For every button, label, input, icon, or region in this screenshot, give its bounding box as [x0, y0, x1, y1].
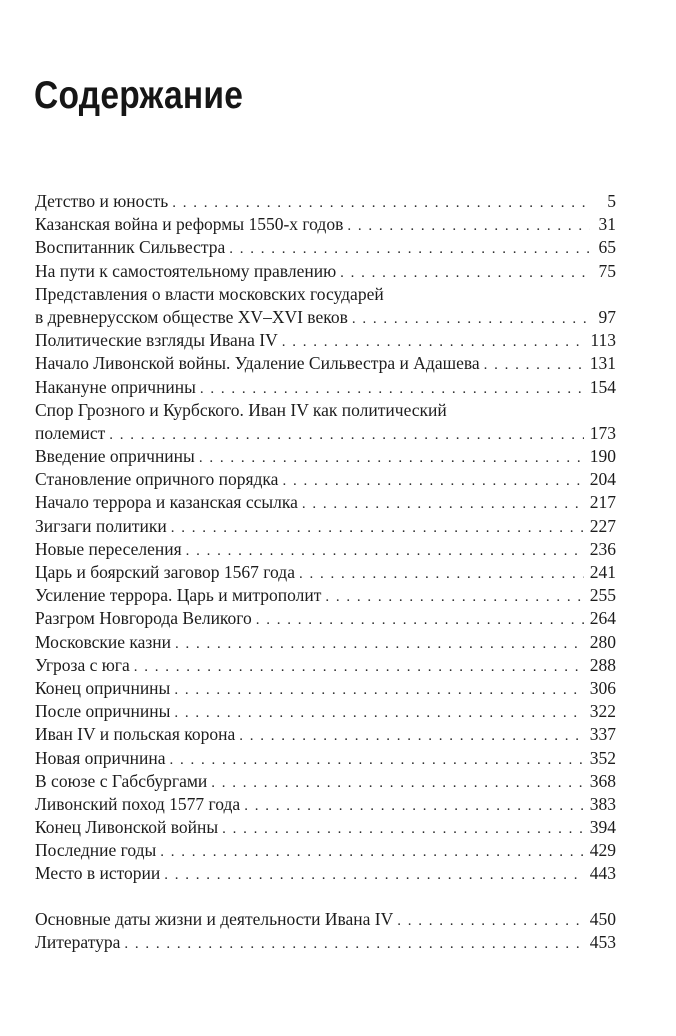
toc-leader-dots [172, 192, 590, 215]
toc-leader-dots [397, 910, 584, 933]
toc-entry-title: На пути к самостоятельному правлению [35, 260, 337, 281]
toc-entry[interactable] [35, 376, 616, 399]
toc-entry[interactable] [35, 538, 616, 561]
toc-leader-dots [174, 702, 583, 725]
toc-entry-page: 31 [598, 214, 616, 235]
toc-entry[interactable] [35, 468, 616, 491]
toc-entry-page: 113 [590, 330, 616, 351]
toc-entry-page: 65 [598, 237, 616, 258]
toc-entry[interactable] [35, 236, 616, 259]
toc-entry-page: 453 [589, 931, 616, 952]
toc-leader-dots [175, 633, 584, 656]
toc-entry-page: 306 [589, 677, 616, 698]
toc-leader-dots [302, 493, 584, 516]
toc-entry[interactable] [35, 747, 616, 770]
toc-leader-dots [222, 818, 584, 841]
page-title: Содержание [34, 74, 244, 117]
toc-entry-page: 5 [607, 191, 616, 211]
toc-entry-page: 75 [598, 260, 616, 281]
toc-entry-title: в древнерусском обществе XV–XVI веков [35, 306, 348, 327]
section-gap [35, 886, 616, 908]
toc-entry-title: Становление опричного порядка [35, 469, 279, 490]
toc-entry[interactable] [35, 839, 616, 862]
toc-entry[interactable] [35, 677, 616, 700]
toc-entry[interactable] [35, 770, 616, 793]
toc-entry-title: Политические взгляды Ивана IV [35, 330, 278, 351]
toc-leader-dots [199, 447, 584, 470]
toc-entry-page: 288 [589, 654, 616, 675]
toc-leader-dots [160, 841, 583, 864]
toc-entry-title: Начало террора и казанская ссылка [35, 492, 298, 513]
toc-entry-title: Казанская война и реформы 1550-х годов [35, 214, 344, 235]
toc-entry-page: 443 [589, 863, 616, 884]
toc-entry-title: Конец опричнины [35, 677, 171, 698]
toc-entry[interactable] [35, 607, 616, 630]
toc-entry[interactable] [35, 283, 616, 329]
toc-entry-title: Основные даты жизни и деятельности Ивана IV [35, 908, 394, 929]
toc-entry-title: Усиление террора. Царь и митрополит [35, 585, 322, 606]
toc-entry-title: Зигзаги политики [35, 515, 167, 536]
toc-entry-page: 204 [589, 469, 616, 490]
toc-entry[interactable] [35, 445, 616, 468]
toc-entry[interactable] [35, 213, 616, 236]
toc-entry-page: 190 [589, 446, 616, 467]
toc-entry-title-line1: Представления о власти московских государей [35, 283, 384, 304]
toc-leader-dots [109, 424, 584, 447]
toc-entry-title: Последние годы [35, 840, 157, 861]
toc-entry-title: Разгром Новгорода Великого [35, 608, 252, 629]
toc-main-list [35, 190, 616, 886]
toc-leader-dots [484, 354, 584, 377]
toc-leader-dots [256, 609, 584, 632]
toc-entry-page: 255 [589, 585, 616, 606]
toc-entry[interactable] [35, 399, 616, 445]
toc-entry-page: 154 [589, 376, 616, 397]
toc-leader-dots [171, 517, 584, 540]
toc-entry-page: 450 [589, 908, 616, 929]
toc-leader-dots [244, 795, 584, 818]
toc-entry-page: 337 [589, 724, 616, 745]
toc-entry-page: 131 [589, 353, 616, 374]
toc-entry[interactable] [35, 491, 616, 514]
toc-entry[interactable] [35, 631, 616, 654]
toc-entry-page: 280 [589, 631, 616, 652]
toc-leader-dots [282, 470, 583, 493]
toc-entry-title: Начало Ливонской войны. Удаление Сильвестра и Адашева [35, 353, 480, 374]
toc-entry-title: Царь и боярский заговор 1567 года [35, 562, 295, 582]
toc-entry-title: Место в истории [35, 863, 161, 884]
toc-leader-dots [299, 563, 584, 586]
toc-entry-page: 236 [589, 538, 616, 559]
toc-entry-title-line1: Спор Грозного и Курбского. Иван IV как политический [35, 399, 447, 420]
table-of-contents [35, 190, 616, 954]
toc-entry[interactable] [35, 723, 616, 746]
toc-entry-page: 97 [598, 306, 616, 327]
toc-leader-dots [186, 540, 584, 563]
toc-leader-dots [174, 679, 583, 702]
toc-entry[interactable] [35, 700, 616, 723]
toc-entry-title: Накануне опричнины [35, 376, 196, 397]
toc-entry-page: 383 [589, 793, 616, 814]
toc-leader-dots [229, 238, 590, 261]
toc-leader-dots [352, 308, 590, 331]
toc-entry-title: Иван IV и польская корона [35, 724, 236, 745]
toc-leader-dots [325, 586, 583, 609]
toc-entry-title: Угроза с юга [35, 654, 130, 675]
toc-entry[interactable] [35, 352, 616, 375]
toc-entry-title: Детство и юность [35, 191, 169, 211]
toc-entry[interactable] [35, 654, 616, 677]
toc-entry-title: Ливонский поход 1577 года [35, 793, 241, 814]
toc-entry-page: 368 [589, 770, 616, 791]
toc-entry-page: 429 [589, 840, 616, 861]
toc-entry[interactable] [35, 561, 616, 584]
toc-leader-dots [211, 772, 583, 795]
toc-entry-page: 227 [589, 515, 616, 536]
toc-entry-title: Новая опричнина [35, 747, 166, 768]
toc-entry[interactable] [35, 260, 616, 283]
toc-entry-page: 217 [589, 492, 616, 513]
toc-entry-title: После опричнины [35, 701, 171, 722]
toc-entry[interactable] [35, 931, 616, 954]
toc-entry-title: В союзе с Габсбургами [35, 770, 208, 791]
toc-entry-page: 264 [589, 608, 616, 629]
toc-leader-dots [340, 262, 590, 285]
toc-entry[interactable] [35, 515, 616, 538]
toc-appendix-list [35, 908, 616, 954]
toc-entry-title: Воспитанник Сильвестра [35, 237, 226, 258]
toc-entry[interactable] [35, 816, 616, 839]
toc-leader-dots [134, 656, 584, 679]
toc-entry-page: 322 [589, 701, 616, 722]
toc-entry-page: 352 [589, 747, 616, 768]
toc-entry-title: Новые переселения [35, 538, 182, 559]
toc-entry[interactable] [35, 190, 616, 213]
toc-leader-dots [239, 725, 584, 748]
toc-entry-page: 173 [589, 422, 616, 443]
toc-entry[interactable] [35, 908, 616, 931]
toc-leader-dots [170, 749, 584, 772]
toc-entry-page: 394 [589, 817, 616, 838]
toc-entry[interactable] [35, 584, 616, 607]
toc-entry-title: Конец Ливонской войны [35, 817, 219, 838]
toc-entry-title: Введение опричнины [35, 446, 195, 467]
toc-entry-page: 241 [589, 562, 616, 582]
toc-entry[interactable] [35, 862, 616, 885]
toc-leader-dots [200, 378, 584, 401]
toc-leader-dots [347, 215, 590, 238]
toc-entry-title: Литература [35, 931, 121, 952]
toc-entry-title: Московские казни [35, 631, 172, 652]
toc-leader-dots [164, 864, 583, 887]
toc-entry[interactable] [35, 329, 616, 352]
toc-entry[interactable] [35, 793, 616, 816]
toc-leader-dots [124, 933, 583, 956]
toc-entry-title: полемист [35, 422, 106, 443]
toc-leader-dots [282, 331, 585, 354]
